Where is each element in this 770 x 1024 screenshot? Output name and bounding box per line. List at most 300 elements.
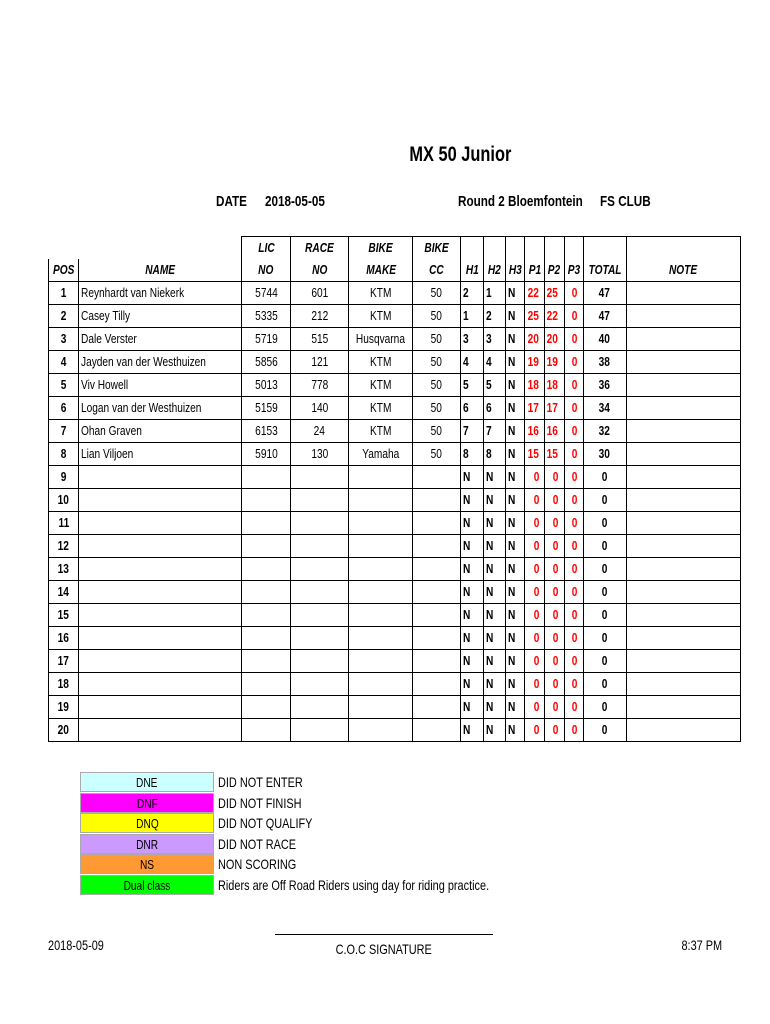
cell-cc <box>413 719 461 742</box>
cell-p1: 17 <box>525 397 545 420</box>
print-time: 8:37 PM <box>681 937 723 953</box>
cell-pos: 4 <box>49 351 79 374</box>
cell-pos: 9 <box>49 466 79 489</box>
table-row <box>49 328 741 351</box>
column-header: MAKE <box>349 259 413 282</box>
cell-total: 0 <box>583 489 626 512</box>
cell-total: 38 <box>583 351 626 374</box>
table-row <box>49 351 741 374</box>
cell-h1: N <box>461 650 484 673</box>
cell-p2: 0 <box>545 604 564 627</box>
cell-p3: 0 <box>564 328 583 351</box>
cell-pos: 10 <box>49 489 79 512</box>
cell-lic <box>242 512 291 535</box>
column-header-top: LIC <box>242 237 291 260</box>
legend-code: DNF <box>80 793 214 813</box>
cell-pos: 6 <box>49 397 79 420</box>
cell-p2: 0 <box>545 535 564 558</box>
cell-make <box>349 489 413 512</box>
cell-total: 0 <box>583 558 626 581</box>
cell-cc: 50 <box>413 443 461 466</box>
column-header-top <box>525 237 545 260</box>
cell-h3: N <box>506 282 525 305</box>
print-date: 2018-05-09 <box>48 937 104 953</box>
cell-h1: N <box>461 466 484 489</box>
cell-make <box>349 466 413 489</box>
cell-cc <box>413 581 461 604</box>
cell-h2: N <box>484 673 506 696</box>
cell-p2: 25 <box>545 282 564 305</box>
legend-description: DID NOT FINISH <box>218 794 302 811</box>
column-header-top <box>564 237 583 260</box>
cell-h3: N <box>506 719 525 742</box>
header-row <box>49 259 741 282</box>
cell-name: Ohan Graven <box>79 420 242 443</box>
cell-make <box>349 512 413 535</box>
cell-lic <box>242 535 291 558</box>
cell-cc <box>413 696 461 719</box>
cell-note <box>626 282 740 305</box>
cell-h3: N <box>506 604 525 627</box>
cell-cc <box>413 489 461 512</box>
cell-name: Logan van der Westhuizen <box>79 397 242 420</box>
cell-h3: N <box>506 673 525 696</box>
legend-code: DNQ <box>80 813 214 833</box>
cell-name: Lian Viljoen <box>79 443 242 466</box>
cell-h1: N <box>461 489 484 512</box>
cell-note <box>626 466 740 489</box>
cell-make <box>349 535 413 558</box>
cell-make: KTM <box>349 397 413 420</box>
round-label: Round 2 Bloemfontein <box>458 193 583 210</box>
cell-h2: 3 <box>484 328 506 351</box>
cell-p3: 0 <box>564 443 583 466</box>
cell-h1: N <box>461 696 484 719</box>
cell-race <box>291 489 349 512</box>
cell-h1: 1 <box>461 305 484 328</box>
cell-name: Dale Verster <box>79 328 242 351</box>
cell-make: Husqvarna <box>349 328 413 351</box>
cell-p2: 17 <box>545 397 564 420</box>
table-row <box>49 489 741 512</box>
cell-h2: N <box>484 466 506 489</box>
cell-h2: N <box>484 604 506 627</box>
cell-name <box>79 512 242 535</box>
header-row-top <box>49 237 741 260</box>
cell-h1: N <box>461 512 484 535</box>
results-table <box>48 236 741 742</box>
cell-make: KTM <box>349 282 413 305</box>
cell-h3: N <box>506 420 525 443</box>
legend-item <box>80 813 566 834</box>
cell-h1: N <box>461 627 484 650</box>
cell-lic: 5856 <box>242 351 291 374</box>
cell-p1: 0 <box>525 650 545 673</box>
table-row <box>49 558 741 581</box>
cell-cc <box>413 673 461 696</box>
cell-name: Casey Tilly <box>79 305 242 328</box>
cell-h2: 5 <box>484 374 506 397</box>
cell-name <box>79 604 242 627</box>
cell-p3: 0 <box>564 673 583 696</box>
column-header-top <box>545 237 564 260</box>
cell-cc <box>413 535 461 558</box>
cell-note <box>626 305 740 328</box>
cell-h2: 1 <box>484 282 506 305</box>
legend <box>80 772 566 895</box>
cell-pos: 19 <box>49 696 79 719</box>
club-label: FS CLUB <box>600 193 651 210</box>
cell-h2: N <box>484 719 506 742</box>
cell-name <box>79 466 242 489</box>
cell-total: 40 <box>583 328 626 351</box>
cell-h2: 4 <box>484 351 506 374</box>
cell-h2: N <box>484 650 506 673</box>
cell-h1: N <box>461 558 484 581</box>
column-header-top: BIKE <box>413 237 461 260</box>
cell-pos: 11 <box>49 512 79 535</box>
cell-race: 140 <box>291 397 349 420</box>
cell-race <box>291 650 349 673</box>
cell-h1: 4 <box>461 351 484 374</box>
cell-p1: 20 <box>525 328 545 351</box>
page-title: MX 50 Junior <box>409 143 511 166</box>
cell-note <box>626 512 740 535</box>
cell-total: 34 <box>583 397 626 420</box>
table-row <box>49 374 741 397</box>
table-row <box>49 719 741 742</box>
column-header: NOTE <box>626 259 740 282</box>
cell-name <box>79 489 242 512</box>
column-header-top <box>506 237 525 260</box>
cell-p1: 0 <box>525 558 545 581</box>
column-header: P3 <box>564 259 583 282</box>
cell-p3: 0 <box>564 351 583 374</box>
cell-note <box>626 581 740 604</box>
cell-h2: 8 <box>484 443 506 466</box>
cell-cc: 50 <box>413 374 461 397</box>
cell-name: Reynhardt van Niekerk <box>79 282 242 305</box>
table-row <box>49 673 741 696</box>
cell-note <box>626 627 740 650</box>
cell-pos: 5 <box>49 374 79 397</box>
cell-note <box>626 696 740 719</box>
cell-p2: 0 <box>545 719 564 742</box>
cell-total: 0 <box>583 650 626 673</box>
cell-race <box>291 581 349 604</box>
cell-name <box>79 535 242 558</box>
legend-description: Riders are Off Road Riders using day for riding practice. <box>218 876 490 893</box>
cell-total: 0 <box>583 719 626 742</box>
cell-h2: 6 <box>484 397 506 420</box>
cell-race: 130 <box>291 443 349 466</box>
cell-h2: 2 <box>484 305 506 328</box>
cell-make <box>349 581 413 604</box>
date-value: 2018-05-05 <box>265 193 325 210</box>
signature-label: C.O.C SIGNATURE <box>335 941 433 957</box>
cell-lic: 6153 <box>242 420 291 443</box>
cell-pos: 15 <box>49 604 79 627</box>
cell-cc <box>413 558 461 581</box>
cell-name <box>79 719 242 742</box>
cell-race: 778 <box>291 374 349 397</box>
cell-p3: 0 <box>564 581 583 604</box>
cell-p3: 0 <box>564 420 583 443</box>
cell-name <box>79 650 242 673</box>
cell-total: 0 <box>583 627 626 650</box>
cell-lic <box>242 673 291 696</box>
cell-name <box>79 581 242 604</box>
column-header: P2 <box>545 259 564 282</box>
cell-race <box>291 696 349 719</box>
cell-h3: N <box>506 558 525 581</box>
cell-name: Viv Howell <box>79 374 242 397</box>
legend-item <box>80 854 566 875</box>
cell-lic <box>242 627 291 650</box>
cell-note <box>626 397 740 420</box>
cell-p3: 0 <box>564 282 583 305</box>
cell-p1: 0 <box>525 696 545 719</box>
cell-race: 212 <box>291 305 349 328</box>
cell-total: 0 <box>583 581 626 604</box>
cell-make <box>349 558 413 581</box>
cell-note <box>626 719 740 742</box>
cell-name <box>79 558 242 581</box>
cell-name: Jayden van der Westhuizen <box>79 351 242 374</box>
cell-total: 32 <box>583 420 626 443</box>
cell-note <box>626 351 740 374</box>
cell-p1: 0 <box>525 627 545 650</box>
cell-race <box>291 627 349 650</box>
column-header: P1 <box>525 259 545 282</box>
column-header: CC <box>413 259 461 282</box>
cell-pos: 2 <box>49 305 79 328</box>
cell-h2: N <box>484 581 506 604</box>
cell-total: 0 <box>583 512 626 535</box>
cell-cc <box>413 466 461 489</box>
cell-p1: 18 <box>525 374 545 397</box>
legend-code: DNE <box>80 772 214 792</box>
legend-code: Dual class <box>80 875 214 895</box>
cell-lic: 5910 <box>242 443 291 466</box>
cell-h1: 3 <box>461 328 484 351</box>
cell-p2: 0 <box>545 696 564 719</box>
column-header: H3 <box>506 259 525 282</box>
cell-p2: 19 <box>545 351 564 374</box>
cell-pos: 3 <box>49 328 79 351</box>
cell-p3: 0 <box>564 604 583 627</box>
legend-item <box>80 834 566 855</box>
cell-make: KTM <box>349 351 413 374</box>
cell-cc: 50 <box>413 305 461 328</box>
cell-h3: N <box>506 443 525 466</box>
cell-h2: N <box>484 512 506 535</box>
table-row <box>49 627 741 650</box>
cell-total: 0 <box>583 696 626 719</box>
cell-race: 515 <box>291 328 349 351</box>
cell-note <box>626 420 740 443</box>
table-row <box>49 282 741 305</box>
cell-h2: N <box>484 489 506 512</box>
column-header-top: RACE <box>291 237 349 260</box>
cell-h2: N <box>484 535 506 558</box>
column-header: H2 <box>484 259 506 282</box>
cell-p1: 0 <box>525 535 545 558</box>
cell-h1: N <box>461 719 484 742</box>
cell-p3: 0 <box>564 397 583 420</box>
column-header: NAME <box>79 259 242 282</box>
cell-lic: 5013 <box>242 374 291 397</box>
cell-h3: N <box>506 351 525 374</box>
cell-race <box>291 466 349 489</box>
cell-total: 47 <box>583 282 626 305</box>
cell-make <box>349 627 413 650</box>
table-row <box>49 650 741 673</box>
cell-h2: N <box>484 696 506 719</box>
cell-p3: 0 <box>564 374 583 397</box>
cell-h1: N <box>461 535 484 558</box>
cell-lic <box>242 719 291 742</box>
cell-h3: N <box>506 581 525 604</box>
cell-h3: N <box>506 328 525 351</box>
cell-lic <box>242 650 291 673</box>
cell-p3: 0 <box>564 696 583 719</box>
cell-h3: N <box>506 535 525 558</box>
cell-h2: 7 <box>484 420 506 443</box>
cell-cc <box>413 650 461 673</box>
legend-description: DID NOT RACE <box>218 835 297 852</box>
cell-p1: 16 <box>525 420 545 443</box>
cell-race <box>291 558 349 581</box>
cell-p3: 0 <box>564 650 583 673</box>
cell-p1: 19 <box>525 351 545 374</box>
cell-note <box>626 535 740 558</box>
table-row <box>49 420 741 443</box>
cell-h3: N <box>506 489 525 512</box>
cell-cc: 50 <box>413 328 461 351</box>
cell-p2: 18 <box>545 374 564 397</box>
cell-p3: 0 <box>564 627 583 650</box>
table-row <box>49 397 741 420</box>
cell-race: 601 <box>291 282 349 305</box>
cell-make <box>349 696 413 719</box>
cell-p3: 0 <box>564 512 583 535</box>
cell-name <box>79 696 242 719</box>
legend-code: DNR <box>80 834 214 854</box>
cell-p1: 0 <box>525 489 545 512</box>
cell-note <box>626 558 740 581</box>
cell-lic <box>242 696 291 719</box>
cell-lic <box>242 466 291 489</box>
table-row <box>49 696 741 719</box>
cell-pos: 13 <box>49 558 79 581</box>
cell-make <box>349 650 413 673</box>
cell-total: 0 <box>583 604 626 627</box>
cell-p3: 0 <box>564 719 583 742</box>
column-header-top <box>461 237 484 260</box>
cell-p2: 0 <box>545 466 564 489</box>
cell-race <box>291 604 349 627</box>
cell-p2: 0 <box>545 512 564 535</box>
cell-p1: 0 <box>525 512 545 535</box>
cell-h3: N <box>506 374 525 397</box>
cell-p2: 0 <box>545 558 564 581</box>
cell-p2: 0 <box>545 673 564 696</box>
cell-p1: 15 <box>525 443 545 466</box>
cell-name <box>79 627 242 650</box>
cell-total: 0 <box>583 466 626 489</box>
cell-p1: 0 <box>525 581 545 604</box>
cell-cc <box>413 512 461 535</box>
cell-p1: 0 <box>525 673 545 696</box>
column-header-top: BIKE <box>349 237 413 260</box>
cell-lic: 5719 <box>242 328 291 351</box>
cell-lic <box>242 558 291 581</box>
cell-note <box>626 374 740 397</box>
cell-pos: 8 <box>49 443 79 466</box>
cell-p2: 0 <box>545 581 564 604</box>
cell-p2: 0 <box>545 489 564 512</box>
cell-h3: N <box>506 466 525 489</box>
cell-race: 24 <box>291 420 349 443</box>
table-row <box>49 305 741 328</box>
cell-p3: 0 <box>564 558 583 581</box>
cell-race: 121 <box>291 351 349 374</box>
cell-h3: N <box>506 627 525 650</box>
cell-h1: 8 <box>461 443 484 466</box>
table-row <box>49 604 741 627</box>
cell-make <box>349 604 413 627</box>
cell-pos: 16 <box>49 627 79 650</box>
cell-p2: 15 <box>545 443 564 466</box>
cell-note <box>626 604 740 627</box>
column-header-top <box>583 237 626 260</box>
cell-cc: 50 <box>413 351 461 374</box>
cell-h3: N <box>506 696 525 719</box>
cell-p2: 20 <box>545 328 564 351</box>
cell-total: 47 <box>583 305 626 328</box>
cell-h1: N <box>461 673 484 696</box>
cell-race <box>291 673 349 696</box>
cell-lic: 5159 <box>242 397 291 420</box>
signature-line <box>275 934 493 935</box>
column-header-top <box>484 237 506 260</box>
cell-pos: 1 <box>49 282 79 305</box>
cell-race <box>291 512 349 535</box>
legend-item <box>80 875 566 896</box>
cell-p1: 25 <box>525 305 545 328</box>
column-header: POS <box>49 259 79 282</box>
cell-p1: 0 <box>525 466 545 489</box>
column-header: NO <box>291 259 349 282</box>
cell-p2: 0 <box>545 627 564 650</box>
legend-item <box>80 772 566 793</box>
cell-h1: 2 <box>461 282 484 305</box>
cell-h2: N <box>484 627 506 650</box>
cell-make: KTM <box>349 374 413 397</box>
cell-pos: 12 <box>49 535 79 558</box>
cell-race <box>291 535 349 558</box>
cell-h2: N <box>484 558 506 581</box>
cell-total: 0 <box>583 535 626 558</box>
cell-make <box>349 673 413 696</box>
legend-code: NS <box>80 854 214 874</box>
cell-h3: N <box>506 512 525 535</box>
cell-total: 30 <box>583 443 626 466</box>
column-header: H1 <box>461 259 484 282</box>
cell-p2: 0 <box>545 650 564 673</box>
column-header-top <box>626 237 740 260</box>
